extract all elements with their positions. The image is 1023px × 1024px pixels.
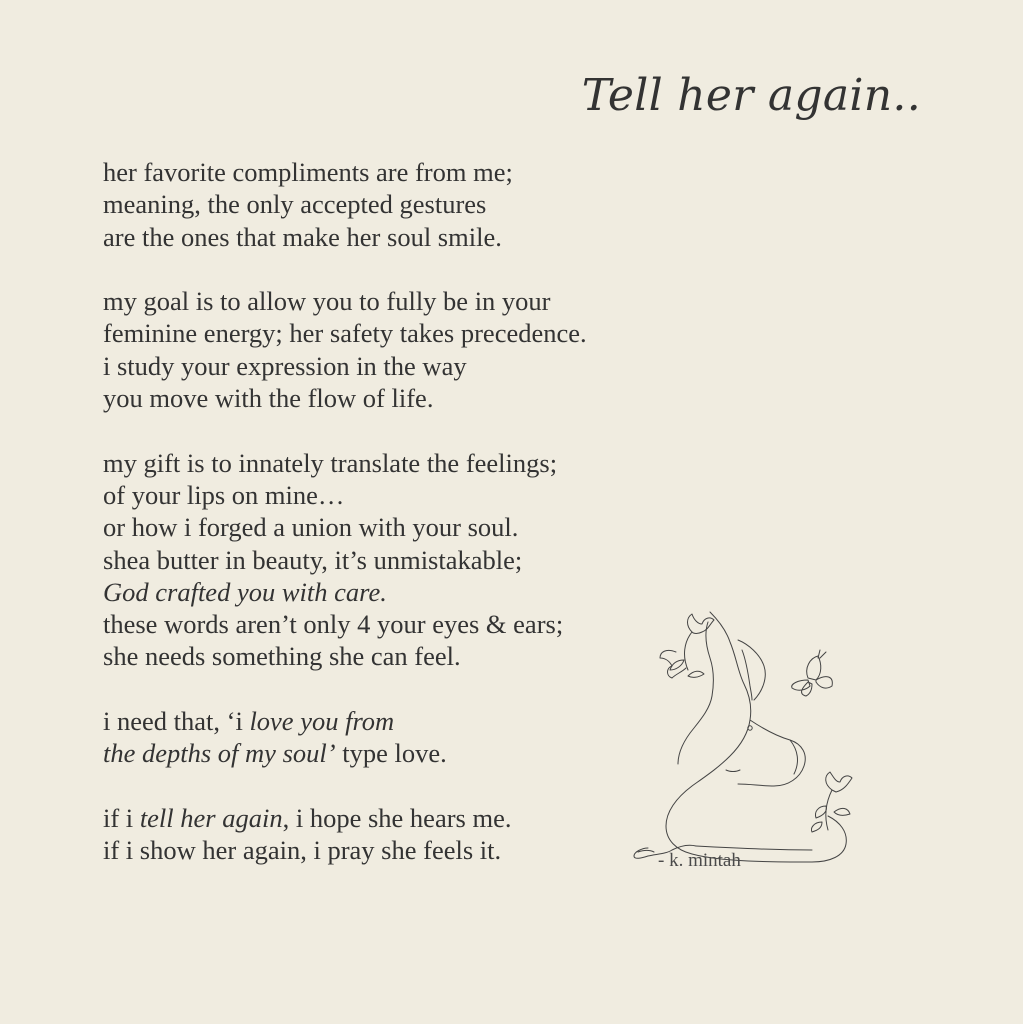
poem-italic-segment: tell her again: [139, 802, 283, 833]
poem-text-segment: meaning, the only accepted gestures: [103, 189, 487, 220]
poem-line: [103, 382, 663, 414]
poem-stanza: [103, 156, 663, 253]
poem-text-segment: of your lips on mine…: [103, 479, 345, 510]
poem-text-segment: or how i forged a union with your soul.: [103, 512, 519, 543]
right-flower-bud-icon: [815, 806, 826, 818]
poem-text-segment: type love.: [335, 738, 447, 769]
figure-hip-mark: [726, 770, 740, 772]
poem-stanza: [103, 447, 663, 673]
poem-line: [103, 350, 663, 382]
poem-line: [103, 737, 663, 769]
figure-knee-line: [790, 740, 797, 774]
poem-line: [103, 576, 663, 608]
poem-line: [103, 705, 663, 737]
figure-back-line: [666, 612, 846, 862]
author-signature: - k. mintah: [658, 850, 741, 871]
figure-toes-line: [638, 851, 654, 853]
poem-italic-segment: love you from: [249, 706, 395, 737]
poem-stanza: [103, 802, 663, 867]
right-leaf-1: [834, 808, 850, 815]
poem-line: [103, 479, 663, 511]
poem-text-segment: these words aren’t only 4 your eyes & ears;: [103, 609, 564, 640]
poem-text-segment: she needs something she can feel.: [103, 641, 461, 672]
poem-line: [103, 834, 663, 866]
figure-arm-line: [738, 640, 765, 700]
poem-text-segment: i need that, ‘i: [103, 706, 250, 737]
butterfly-icon: [792, 650, 833, 696]
poem-stanza: [103, 285, 663, 414]
poem-text-segment: you move with the flow of life.: [103, 383, 434, 414]
poem-line: [103, 544, 663, 576]
poem-line: [103, 221, 663, 253]
figure-illustration-icon: [622, 600, 862, 880]
poem-line: [103, 317, 663, 349]
poem-text-segment: my gift is to innately translate the feelings;: [103, 447, 558, 478]
poem-text-segment: if i show her again, i pray she feels it.: [103, 835, 502, 866]
poem-body: [103, 156, 663, 899]
poem-line: [103, 802, 663, 834]
poem-text-segment: are the ones that make her soul smile.: [103, 221, 502, 252]
poem-italic-segment: the depths of my soul’: [103, 738, 336, 769]
poem-text-segment: feminine energy; her safety takes precedence.: [103, 318, 587, 349]
figure-front-line: [678, 622, 713, 764]
poem-line: [103, 285, 663, 317]
left-flower-stem: [685, 632, 692, 670]
poem-line: [103, 608, 663, 640]
poem-text-segment: i study your expression in the way: [103, 350, 467, 381]
left-leaf-2: [688, 671, 704, 677]
poem-line: [103, 511, 663, 543]
figure-arm-inner-line: [742, 650, 752, 700]
poem-text-segment: her favorite compliments are from me;: [103, 157, 513, 187]
poem-text-segment: if i: [103, 802, 140, 833]
poem-line: [103, 188, 663, 220]
poem-text-segment: , i hope she hears me.: [282, 802, 512, 833]
right-leaf-2: [811, 822, 822, 832]
poem-italic-segment: God crafted you with care.: [103, 576, 387, 607]
left-flower-top-icon: [688, 614, 715, 634]
poem-text-segment: my goal is to allow you to fully be in your: [103, 286, 551, 317]
poem-title: Tell her again..: [581, 70, 921, 121]
left-leaf-1: [670, 660, 684, 670]
poem-line: [103, 640, 663, 672]
poem-text-segment: shea butter in beauty, it’s unmistakable;: [103, 544, 523, 575]
right-flower-stem: [826, 790, 832, 830]
poem-stanza: [103, 705, 663, 770]
right-flower-top-icon: [826, 772, 852, 792]
poem-line: [103, 156, 663, 188]
poem-line: [103, 447, 663, 479]
